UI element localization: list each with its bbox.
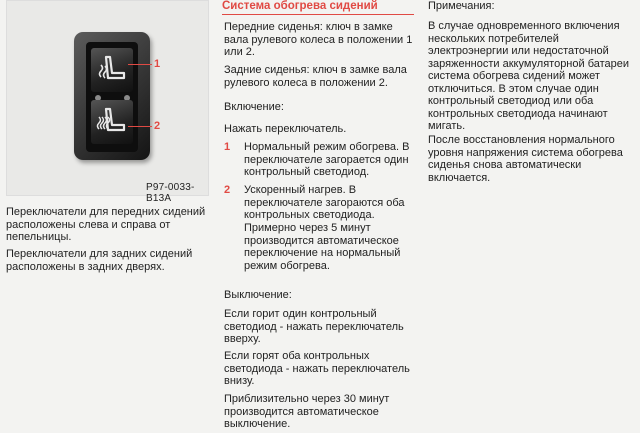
note-paragraph-2: После восстановления нормального уровня напряжения система обогрева сиденья снова автоматически включается. — [428, 134, 623, 184]
callout-number-2: 2 — [154, 120, 161, 132]
item-1-text: Нормальный режим обогрева. В переключателе загорается один контрольный светодиод. — [244, 141, 410, 178]
item-2-text: Ускоренный нагрев. В переключателе загораются оба контрольных светодиода. — [244, 184, 405, 221]
item-2-note: Примерно через 5 минут производится автоматическое переключение на нормальный режим обогрева. — [244, 222, 401, 272]
note-paragraph-1: В случае одновременного включения нескольких потребителей электроэнергии или недостаточной заряженности аккумуляторной батареи система обогрева сидений может отключиться. В этом случае один контрольный светодиод или оба контрольных светодиода начинают мигать. — [428, 20, 630, 132]
item-number-1: 1 — [224, 141, 231, 153]
off-heading: Выключение: — [224, 289, 292, 301]
off-paragraph-1: Если горит один контрольный светодиод - нажать переключатель вверху. — [224, 308, 404, 345]
off-paragraph-3: Приблизительно через 30 минут производится автоматическое выключение. — [224, 393, 390, 430]
seat-heater-boost-icon — [96, 105, 128, 139]
seat-heater-icon — [96, 53, 128, 87]
left-paragraph-front: Переключатели для передних сидений расположены слева и справа от пепельницы. — [6, 206, 206, 243]
callout-number-1: 1 — [154, 58, 161, 70]
item-number-2: 2 — [224, 184, 231, 196]
off-paragraph-2: Если горят оба контрольных светодиода - нажать переключатель внизу. — [224, 350, 410, 387]
callout-line-2 — [128, 126, 152, 127]
rear-seats-paragraph: Задние сиденья: ключ в замке вала рулевого колеса в положении 2. — [224, 64, 407, 89]
figure-code: P97-0033-B13A — [146, 182, 195, 204]
switch-rocker-top — [91, 48, 133, 92]
notes-heading: Примечания: — [428, 0, 495, 12]
section-title: Система обогрева сидений — [222, 0, 378, 12]
press-instruction: Нажать переключатель. — [224, 123, 347, 135]
front-seats-paragraph: Передние сиденья: ключ в замке вала рулевого колеса в положении 1 или 2. — [224, 21, 413, 58]
left-paragraph-rear: Переключатели для задних сидений расположены в задних дверях. — [6, 248, 193, 273]
switch-rocker-bottom — [91, 100, 133, 144]
callout-line-1 — [128, 64, 152, 65]
title-rule — [222, 14, 414, 15]
seat-heater-switch-figure — [6, 0, 209, 204]
on-heading: Включение: — [224, 101, 284, 113]
